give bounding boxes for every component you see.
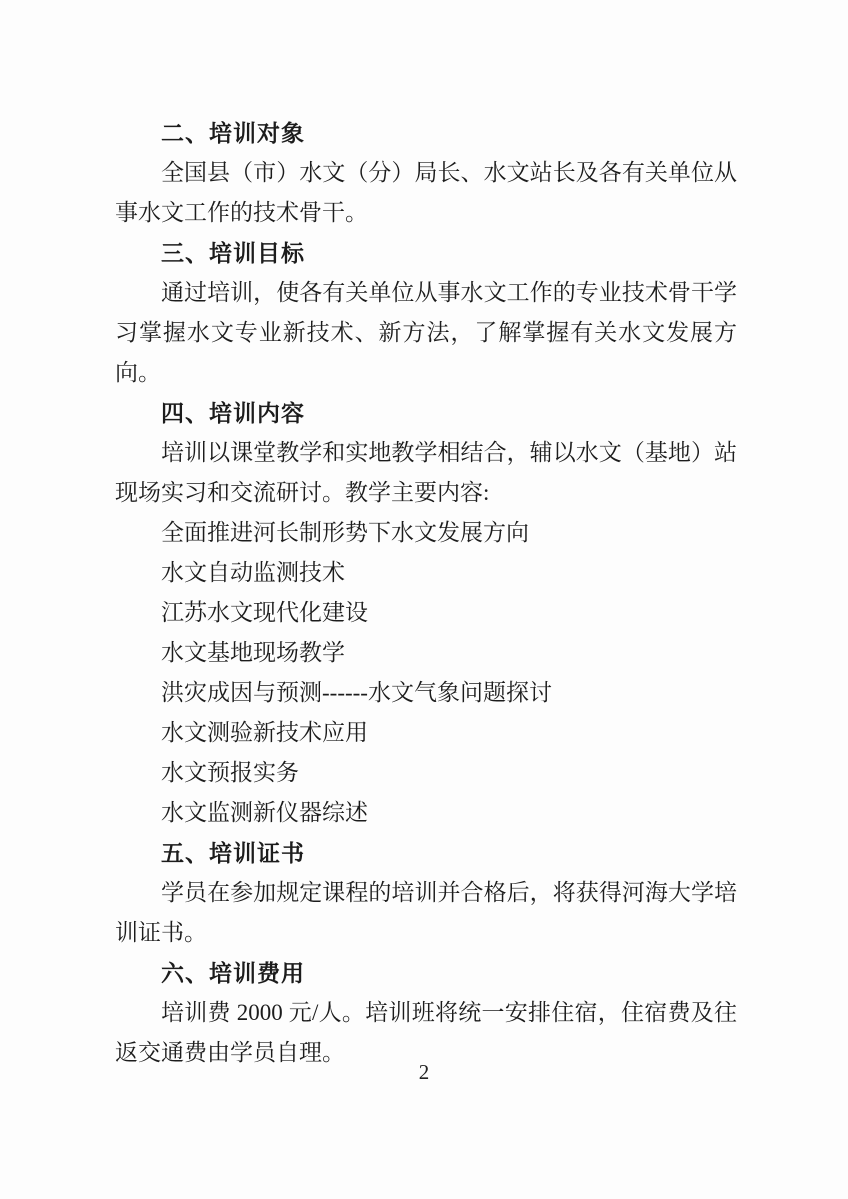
paragraph-training-audience: 全国县（市）水文（分）局长、水文站长及各有关单位从事水文工作的技术骨干。: [115, 160, 737, 225]
paragraph-training-content-intro: 培训以课堂教学和实地教学相结合，辅以水文（基地）站现场实习和交流研讨。教学主要内容:: [115, 440, 737, 505]
section-heading-training-content: 四、培训内容: [161, 400, 305, 426]
course-item: 水文预报实务: [161, 760, 299, 785]
section-heading-training-goal: 三、培训目标: [161, 240, 305, 266]
course-item: 水文监测新仪器综述: [161, 800, 368, 825]
paragraph-training-certificate: 学员在参加规定课程的培训并合格后，将获得河海大学培训证书。: [115, 880, 737, 945]
paragraph-training-goal: 通过培训，使各有关单位从事水文工作的专业技术骨干学习掌握水文专业新技术、新方法，了解掌握有关水文发展方向。: [115, 280, 737, 385]
section-heading-training-fee: 六、培训费用: [161, 960, 305, 986]
course-item: 水文基地现场教学: [161, 640, 345, 665]
page-number: 2: [418, 1060, 430, 1084]
section-heading-training-audience: 二、培训对象: [161, 120, 305, 146]
section-heading-training-certificate: 五、培训证书: [161, 840, 305, 866]
course-item: 水文自动监测技术: [161, 560, 345, 585]
course-item: 水文测验新技术应用: [161, 720, 368, 745]
course-item: 洪灾成因与预测------水文气象问题探讨: [161, 680, 552, 705]
document-body: [115, 113, 737, 1073]
course-item: 江苏水文现代化建设: [161, 600, 368, 625]
course-item: 全面推进河长制形势下水文发展方向: [161, 520, 529, 545]
paragraph-training-fee: 培训费 2000 元/人。培训班将统一安排住宿，住宿费及往返交通费由学员自理。: [115, 1000, 737, 1065]
